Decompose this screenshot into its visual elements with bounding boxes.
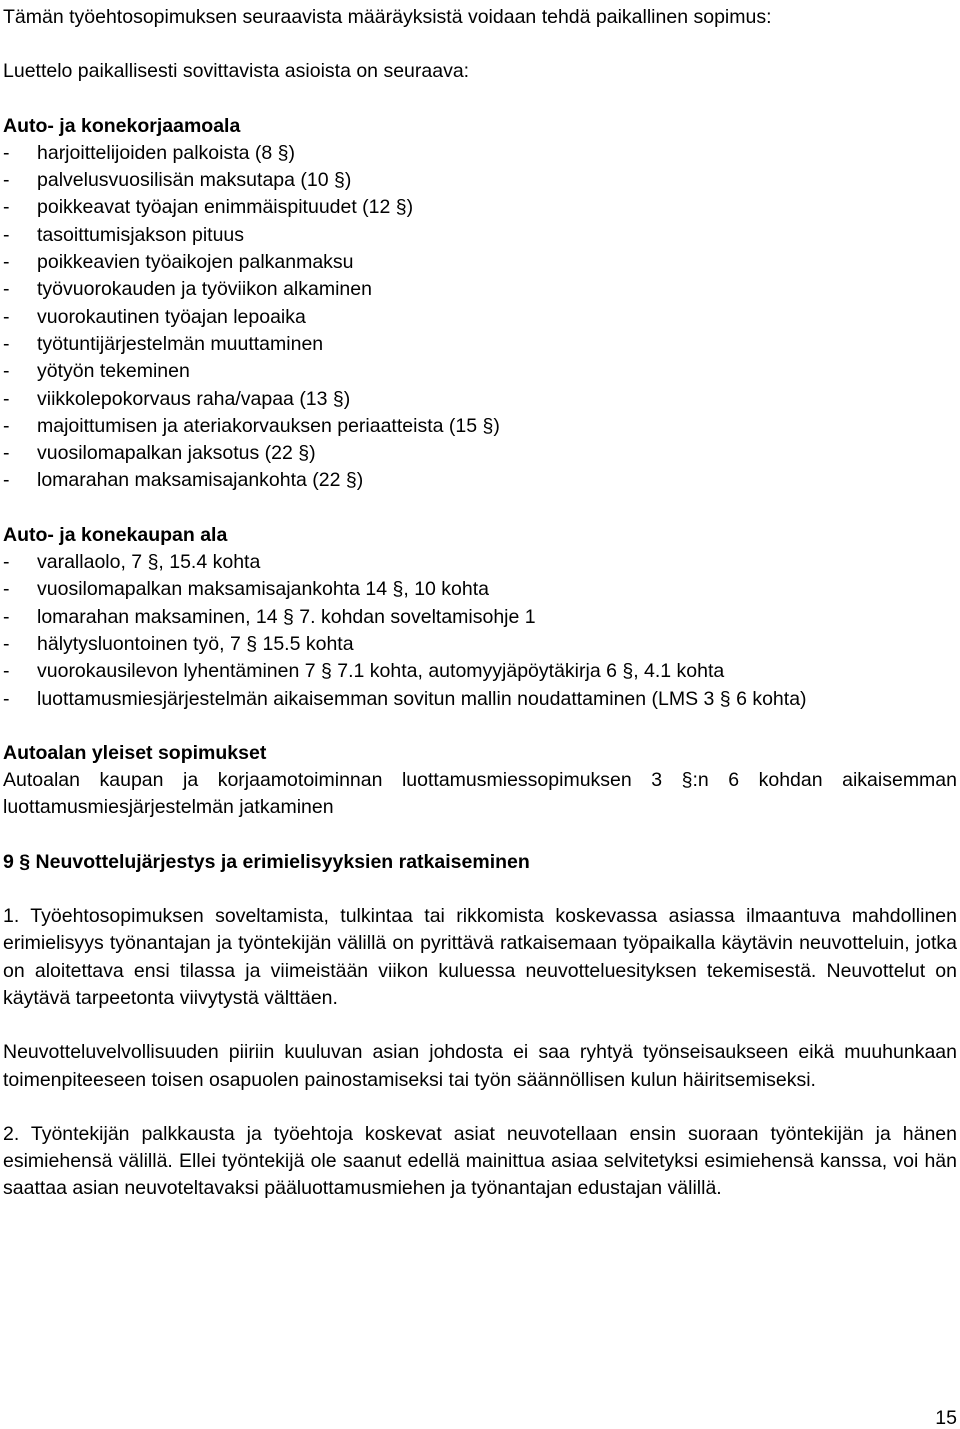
section-heading: Auto- ja konekorjaamoala — [3, 114, 241, 137]
dash-bullet: - — [3, 414, 10, 437]
list-item-text: lomarahan maksaminen, 14 § 7. kohdan soveltamisohje 1 — [37, 605, 536, 628]
page-number: 15 — [935, 1407, 957, 1429]
dash-bullet: - — [3, 578, 10, 601]
paragraph-3: 2. Työntekijän palkkausta ja työehtoja koskevat asiat neuvotellaan ensin suoraan työntekijän ja hänen esimiehensä välillä. Ellei työntekijä ole saanut edellä mainittua asiaa selvitetyksi esimiehensä kanssa, voi hän saattaa asian neuvoteltavaksi pääluottamusmiehen ja työnantajan edustajan välillä. — [3, 1122, 957, 1200]
list-item — [3, 194, 957, 221]
list-item-text: yötyön tekeminen — [37, 360, 190, 383]
list-item — [3, 658, 957, 685]
list-item-text: varallaolo, 7 §, 15.4 kohta — [37, 551, 261, 574]
list-item-text: vuosilomapalkan jaksotus (22 §) — [37, 442, 316, 465]
dash-bullet: - — [3, 360, 10, 383]
list-item-text: lomarahan maksamisajankohta (22 §) — [37, 469, 364, 492]
list-item-text: työvuorokauden ja työviikon alkaminen — [37, 278, 372, 301]
list-item-text: tasoittumisjakson pituus — [37, 223, 245, 246]
dash-bullet: - — [3, 305, 10, 328]
dash-bullet: - — [3, 141, 10, 164]
list-item — [3, 576, 957, 603]
section-body-text: Autoalan kaupan ja korjaamotoiminnan luottamusmiessopimuksen 3 §:n 6 kohdan aikaisemman luottamusmiesjärjestelmän jatkaminen — [3, 769, 957, 819]
list-item-text: palvelusvuosilisän maksutapa (10 §) — [37, 169, 352, 192]
dash-bullet: - — [3, 223, 10, 246]
list-item-text: työtuntijärjestelmän muuttaminen — [37, 332, 324, 355]
list-item — [3, 631, 957, 658]
dash-bullet: - — [3, 632, 10, 655]
dash-bullet: - — [3, 687, 10, 710]
list-item-text: harjoittelijoiden palkoista (8 §) — [37, 141, 295, 164]
list-item — [3, 386, 957, 413]
dash-bullet: - — [3, 605, 10, 628]
intro-line-1: Tämän työehtosopimuksen seuraavista määräyksistä voidaan tehdä paikallinen sopimus: — [3, 6, 772, 28]
dash-bullet: - — [3, 332, 10, 355]
list-item-text: majoittumisen ja ateriakorvauksen periaatteista (15 §) — [37, 414, 500, 437]
dash-bullet: - — [3, 442, 10, 465]
list-item — [3, 686, 957, 713]
dash-bullet: - — [3, 551, 10, 574]
list-item — [3, 549, 957, 576]
section-heading: Autoalan yleiset sopimukset — [3, 741, 267, 764]
list-item — [3, 413, 957, 440]
section-auto-konekorjaamoala — [3, 113, 957, 495]
dash-bullet: - — [3, 469, 10, 492]
list-item-text: poikkeavien työaikojen palkanmaksu — [37, 251, 354, 274]
dash-bullet: - — [3, 387, 10, 410]
dash-bullet: - — [3, 196, 10, 219]
list-item-text: hälytysluontoinen työ, 7 § 15.5 kohta — [37, 632, 354, 655]
list-item — [3, 276, 957, 303]
dash-bullet: - — [3, 660, 10, 683]
section-heading: Auto- ja konekaupan ala — [3, 523, 228, 546]
paragraph-1: 1. Työehtosopimuksen soveltamista, tulkintaa tai rikkomista koskevassa asiassa ilmaantuva mahdollinen erimielisyys työnantajan ja työntekijän välillä on pyrittävä ratkaisemaan työpaikalla käytävin neuvotteluin, jotka on aloitettava ensi tilassa ja viimeistään viikon kuluessa neuvotteluesityksen tekemisestä. Neuvottelut on käytävä tarpeetonta viivytystä välttäen. — [3, 905, 957, 1009]
list-item-text: viikkolepokorvaus raha/vapaa (13 §) — [37, 387, 351, 410]
list-item — [3, 358, 957, 385]
section-auto-konekaupan-ala — [3, 522, 957, 713]
list-item-text: vuorokautinen työajan lepoaika — [37, 305, 306, 328]
list-item-text: luottamusmiesjärjestelmän aikaisemman sovitun mallin noudattaminen (LMS 3 § 6 kohta) — [37, 687, 807, 710]
list-item — [3, 331, 957, 358]
list-item — [3, 440, 957, 467]
list-item — [3, 304, 957, 331]
list-item — [3, 604, 957, 631]
list-item — [3, 249, 957, 276]
list-item-text: poikkeavat työajan enimmäispituudet (12 §) — [37, 196, 414, 219]
list-item-text: vuorokausilevon lyhentäminen 7 § 7.1 kohta, automyyjäpöytäkirja 6 §, 4.1 kohta — [37, 660, 725, 683]
document-page — [3, 4, 957, 1230]
item-list — [3, 549, 957, 713]
section-autoalan-yleiset — [3, 740, 957, 822]
list-item — [3, 140, 957, 167]
chapter-heading: 9 § Neuvottelujärjestys ja erimielisyyksien ratkaiseminen — [3, 850, 530, 873]
item-list — [3, 140, 957, 495]
dash-bullet: - — [3, 278, 10, 301]
list-item — [3, 222, 957, 249]
list-item-text: vuosilomapalkan maksamisajankohta 14 §, 10 kohta — [37, 578, 490, 601]
paragraph-2: Neuvotteluvelvollisuuden piiriin kuuluvan asian johdosta ei saa ryhtyä työnseisaukseen eikä muuhunkaan toimenpiteeseen toisen osapuolen painostamiseksi tai työn säännöllisen kulun häiritsemiseksi. — [3, 1041, 957, 1091]
list-item — [3, 167, 957, 194]
dash-bullet: - — [3, 169, 10, 192]
dash-bullet: - — [3, 251, 10, 274]
list-item — [3, 467, 957, 494]
intro-line-2: Luettelo paikallisesti sovittavista asioista on seuraava: — [3, 60, 470, 83]
